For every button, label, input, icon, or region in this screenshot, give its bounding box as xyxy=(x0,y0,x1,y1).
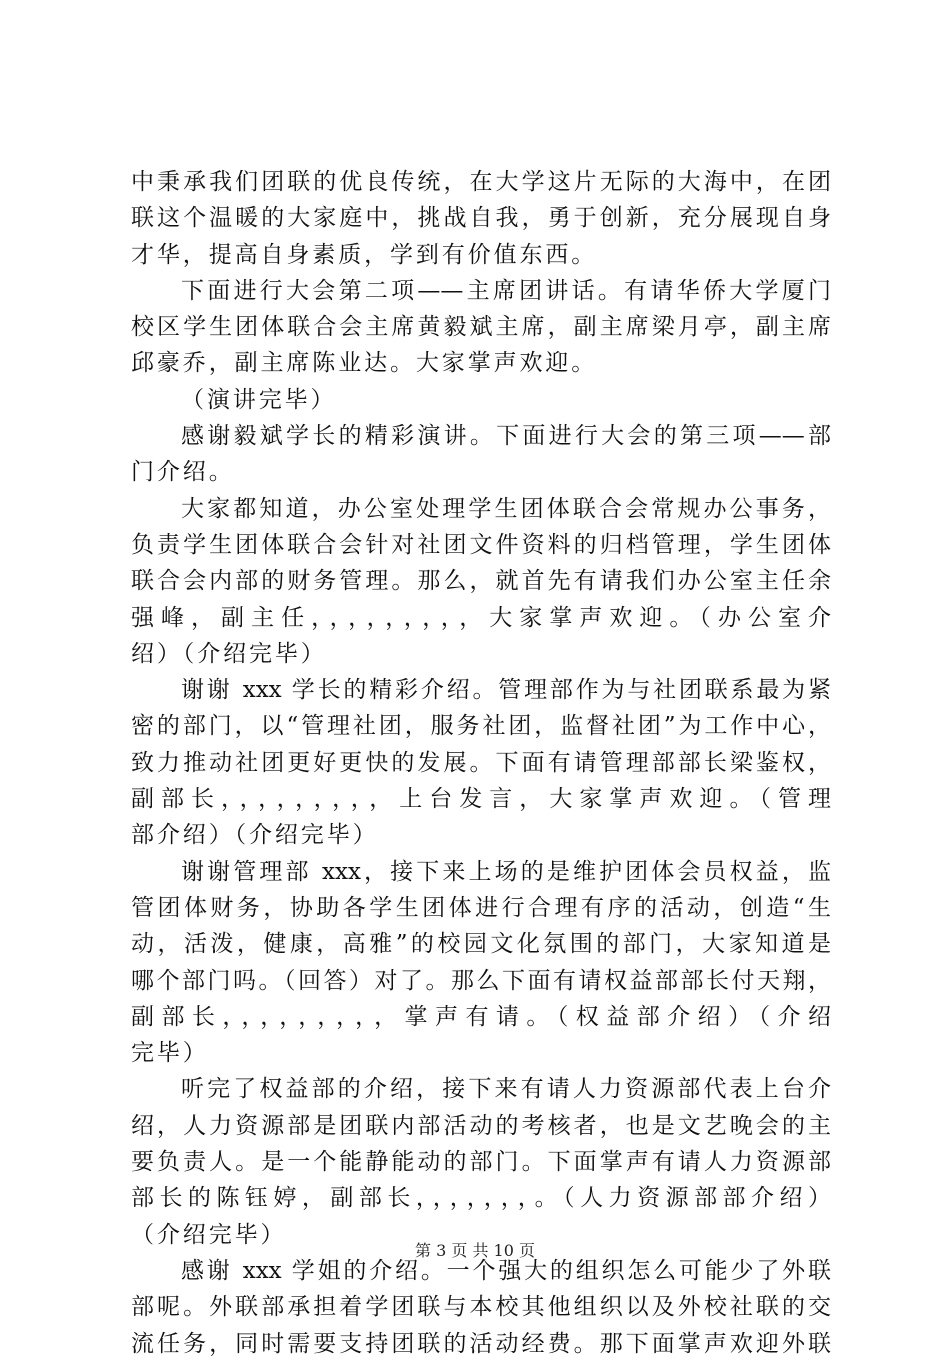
text-line: 绍，人力资源部是团联内部活动的考核者，也是文艺晚会的主 xyxy=(131,1112,831,1139)
text-line: 流任务，同时需要支持团联的活动经费。那下面掌声欢迎外联 xyxy=(131,1330,831,1357)
text-line: 强峰，副主任，，，，，，，，，大家掌声欢迎。（办公室介 xyxy=(131,604,831,631)
text-line: （介绍完毕） xyxy=(131,1221,287,1248)
text-line: 下面进行大会第二项——主席团讲话。有请华侨大学厦门 xyxy=(181,277,831,304)
text-line: 哪个部门吗。（回答）对了。那么下面有请权益部部长付天翔， xyxy=(131,967,831,994)
text-line: 密的部门，以“管理社团，服务社团，监督社团”为工作中心， xyxy=(131,713,831,740)
page-number-footer: 第 3 页 共 10 页 xyxy=(415,1241,535,1260)
text-line: 感谢毅斌学长的精彩演讲。下面进行大会的第三项——部 xyxy=(181,423,831,450)
text-line: 绍）（介绍完毕） xyxy=(131,640,327,667)
text-line: 联合会内部的财务管理。那么，就首先有请我们办公室主任余 xyxy=(131,568,831,595)
text-line: （演讲完毕） xyxy=(181,386,337,413)
document-body xyxy=(131,164,831,1362)
text-line: 要负责人。是一个能静能动的部门。下面掌声有请人力资源部 xyxy=(131,1149,831,1176)
text-line: 谢谢 xxx 学长的精彩介绍。管理部作为与社团联系最为紧 xyxy=(181,677,831,704)
text-line: 完毕） xyxy=(131,1040,209,1067)
text-line: 联这个温暖的大家庭中，挑战自我，勇于创新，充分展现自身 xyxy=(131,205,831,232)
text-line: 管团体财务，协助各学生团体进行合理有序的活动，创造“生 xyxy=(131,894,831,921)
text-line: 负责学生团体联合会针对社团文件资料的归档管理，学生团体 xyxy=(131,531,831,558)
text-line: 致力推动社团更好更快的发展。下面有请管理部部长梁鉴权， xyxy=(131,749,831,776)
text-line: 校区学生团体联合会主席黄毅斌主席，副主席梁月亭，副主席 xyxy=(131,314,831,341)
text-line: 中秉承我们团联的优良传统，在大学这片无际的大海中，在团 xyxy=(131,169,831,195)
text-line: 谢谢管理部 xxx，接下来上场的是维护团体会员权益，监 xyxy=(181,858,831,885)
text-line: 感谢 xxx 学姐的介绍。一个强大的组织怎么可能少了外联 xyxy=(181,1257,831,1284)
text-line: 部介绍）（介绍完毕） xyxy=(131,822,379,849)
text-line: 邱豪乔，副主席陈业达。大家掌声欢迎。 xyxy=(131,350,598,377)
text-line: 副部长，，，，，，，，，掌声有请。（权益部介绍）（介绍 xyxy=(131,1003,831,1030)
text-line: 才华，提高自身素质，学到有价值东西。 xyxy=(131,241,598,268)
text-line: 部呢。外联部承担着学团联与本校其他组织以及外校社联的交 xyxy=(131,1294,831,1321)
text-line: 动，活泼，健康，高雅”的校园文化氛围的部门，大家知道是 xyxy=(131,931,831,958)
text-line: 副部长，，，，，，，，，上台发言，大家掌声欢迎。（管理 xyxy=(131,786,831,813)
text-line: 大家都知道，办公室处理学生团体联合会常规办公事务， xyxy=(181,495,831,522)
text-line: 听完了权益部的介绍，接下来有请人力资源部代表上台介 xyxy=(181,1076,831,1103)
text-line: 门介绍。 xyxy=(131,459,235,486)
text-line: 部长的陈钰婷，副部长，，，，，，，。（人力资源部部介绍） xyxy=(131,1185,831,1212)
